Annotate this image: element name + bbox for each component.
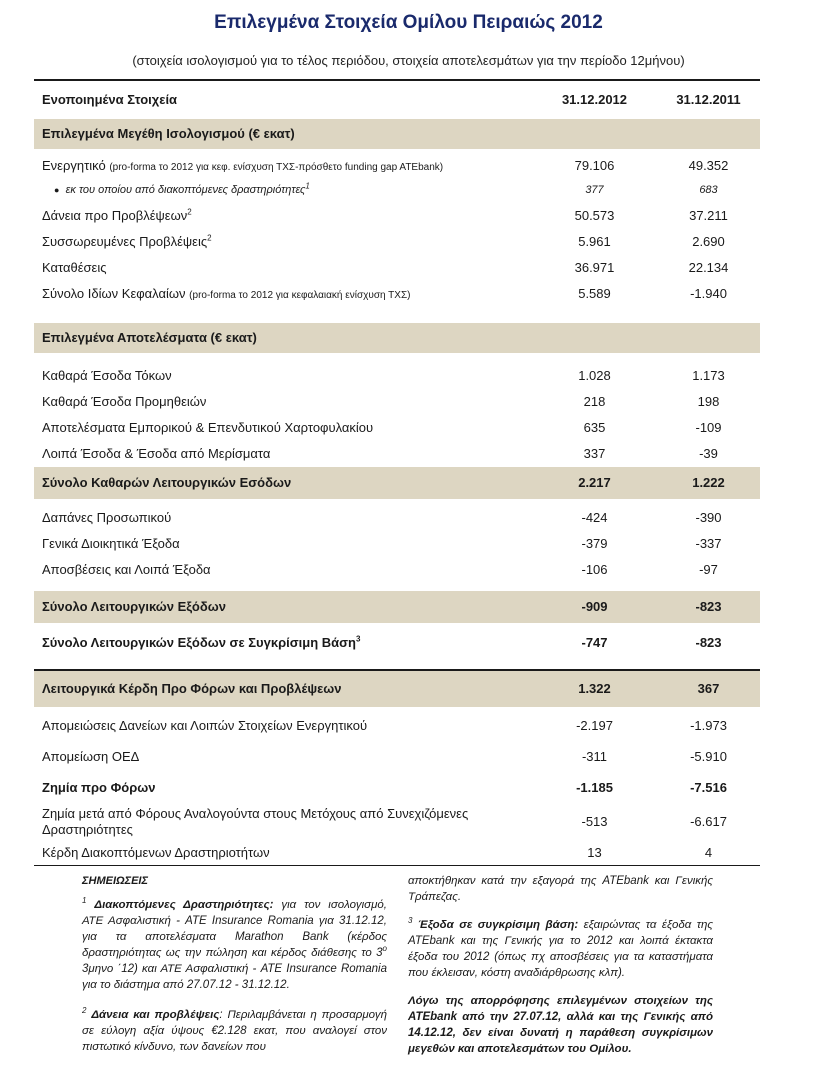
notes-right-column xyxy=(408,873,713,1057)
footnote-ref: 3 xyxy=(408,916,413,926)
row-label: Αποσβέσεις και Λοιπά Έξοδα xyxy=(42,562,211,577)
value-2011: -109 xyxy=(695,420,722,435)
total-row xyxy=(34,623,760,663)
row-label: Δάνεια προ Προβλέψεων xyxy=(42,208,188,223)
note-3-heading: Έξοδα σε συγκρίσιμη βάση: xyxy=(417,919,579,931)
section-balance xyxy=(34,119,760,149)
row-label: Γενικά Διοικητικά Έξοδα xyxy=(42,536,180,551)
value-2012: -909 xyxy=(581,599,608,614)
row-label: Σύνολο Λειτουργικών Εξόδων xyxy=(42,599,226,614)
note-3-body: εξαιρώντας τα έξοδα της ATEbank και της Γενικής για το 2012 και λοιπά έκτακτα έξοδα του 2012 (όπως πχ αποσβέσεις για τα καταστήματα που έκλεισαν, κόστη αναδιάρθρωσης κλπ). xyxy=(408,919,713,979)
row-label: Αποτελέσματα Εμπορικού & Επενδυτικού Χαρτοφυλακίου xyxy=(42,420,374,435)
value-2011: 367 xyxy=(697,681,720,696)
footnote-ref: 1 xyxy=(82,896,87,906)
value-2012: -311 xyxy=(581,749,608,764)
value-2012: 337 xyxy=(583,446,606,461)
value-2011: 1.173 xyxy=(692,368,725,383)
value-2011: -97 xyxy=(699,562,718,577)
value-2012: 79.106 xyxy=(574,158,615,173)
table-row xyxy=(34,441,760,467)
row-note: (pro-forma το 2012 για κεφαλαιακή ενίσχυση ΤΧΣ) xyxy=(189,290,411,301)
ordinal-sup: ο xyxy=(382,944,387,954)
row-label: Καθαρά Έσοδα Προμηθειών xyxy=(42,394,207,409)
table-row xyxy=(34,281,760,307)
value-2011: 1.222 xyxy=(692,475,725,490)
value-2011: -5.910 xyxy=(690,749,727,764)
page-subtitle: (στοιχεία ισολογισμού για το τέλος περιόδου, στοιχεία αποτελεσμάτων για την περίοδο 12μήνου) xyxy=(132,53,685,68)
final-note: Λόγω της απορρόφησης επιλεγμένων στοιχείων της ATEbank από την 27.07.12, αλλά και της Γενικής από 14.12.12, δεν είναι δυνατή η παράθεση συγκρίσιμων μεγεθών και αποτελεσμάτων του Ομίλου. xyxy=(408,995,713,1055)
table-row xyxy=(34,153,760,179)
note-2-continued: αποκτήθηκαν κατά την εξαγορά της ATEbank και Γενικής Τράπεζας. xyxy=(408,875,713,903)
value-2011: 683 xyxy=(699,184,718,196)
header-label: Ενοποιημένα Στοιχεία xyxy=(42,92,178,107)
row-label: Καθαρά Έσοδα Τόκων xyxy=(42,368,172,383)
row-label: Ζημία προ Φόρων xyxy=(42,780,156,795)
table-row xyxy=(34,711,760,741)
value-2012: -424 xyxy=(581,510,608,525)
row-label: Απομείωση ΟΕΔ xyxy=(42,749,140,764)
value-2011: 2.690 xyxy=(692,234,725,249)
value-2012: 635 xyxy=(583,420,606,435)
note-2 xyxy=(82,1007,387,1055)
table-row xyxy=(34,179,760,201)
value-2012: 5.961 xyxy=(578,234,611,249)
total-row xyxy=(34,467,760,499)
section-label: Επιλεγμένα Αποτελέσματα (€ εκατ) xyxy=(42,330,257,345)
value-2012: 218 xyxy=(583,394,606,409)
table-row xyxy=(34,415,760,441)
page-title: Επιλεγμένα Στοιχεία Ομίλου Πειραιώς 2012 xyxy=(214,12,603,33)
value-2011: -337 xyxy=(695,536,722,551)
note-1 xyxy=(82,897,387,993)
value-2012: 5.589 xyxy=(578,286,611,301)
value-2012: 1.322 xyxy=(578,681,611,696)
value-2011: 198 xyxy=(697,394,720,409)
table-row xyxy=(34,363,760,389)
value-2011: -39 xyxy=(699,446,718,461)
total-row xyxy=(34,671,760,707)
value-2011: -823 xyxy=(695,599,722,614)
row-label: Συσσωρευμένες Προβλέψεις xyxy=(42,234,208,249)
note-2-heading: Δάνεια και προβλέψεις xyxy=(91,1009,220,1021)
value-2012: -379 xyxy=(581,536,608,551)
value-2012: 36.971 xyxy=(574,260,615,275)
row-label: Απομειώσεις Δανείων και Λοιπών Στοιχείων Ενεργητικού xyxy=(42,718,368,733)
value-2012: 50.573 xyxy=(574,208,615,223)
row-label: Ζημία μετά από Φόρους Αναλογούντα στους Μετόχους από Συνεχιζόμενες Δραστηριότητες xyxy=(42,806,469,837)
value-2012: -747 xyxy=(581,635,608,650)
row-label: Λοιπά Έσοδα & Έσοδα από Μερίσματα xyxy=(42,446,271,461)
table-row xyxy=(34,389,760,415)
table-row xyxy=(34,741,760,773)
header-col-2011: 31.12.2011 xyxy=(676,92,741,107)
header-col-2012: 31.12.2012 xyxy=(561,92,628,107)
row-label: Κέρδη Διακοπτόμενων Δραστηριοτήτων xyxy=(42,845,270,860)
row-label: Σύνολο Λειτουργικών Εξόδων σε Συγκρίσιμη Βάση xyxy=(42,635,356,650)
footnote-ref: 1 xyxy=(305,181,310,191)
value-2012: -513 xyxy=(581,814,608,829)
value-2012: 2.217 xyxy=(578,475,611,490)
value-2011: 37.211 xyxy=(689,208,728,223)
bottom-rule xyxy=(34,865,760,866)
row-label: Σύνολο Καθαρών Λειτουργικών Εσόδων xyxy=(42,475,292,490)
value-2012: 377 xyxy=(585,184,604,196)
table-row xyxy=(34,803,760,841)
row-label: Λειτουργικά Κέρδη Προ Φόρων και Προβλέψεων xyxy=(42,681,342,696)
row-label: Δαπάνες Προσωπικού xyxy=(42,510,172,525)
footnote-ref: 3 xyxy=(355,634,361,644)
table-header xyxy=(34,81,760,119)
value-2011: -7.516 xyxy=(690,780,727,795)
value-2012: -1.185 xyxy=(576,780,613,795)
note-1-heading: Διακοπτόμενες Δραστηριότητες: xyxy=(94,899,274,911)
footnote-ref: 2 xyxy=(187,207,192,217)
table-row xyxy=(34,505,760,531)
total-row xyxy=(34,591,760,623)
value-2012: 13 xyxy=(587,845,602,860)
value-2011: -823 xyxy=(695,635,722,650)
note-1-body-b: 3μηνο ΄12) και ΑΤΕ Ασφαλιστική - ATE Insurance Romania για το διάστημα από 27.07.12 - 31.12.12. xyxy=(82,963,387,991)
row-label: Σύνολο Ιδίων Κεφαλαίων xyxy=(42,286,186,301)
table-row xyxy=(34,557,760,583)
notes-left-column xyxy=(82,873,387,1055)
row-label: εκ του οποίου από διακοπτόμενες δραστηριότητες xyxy=(65,184,306,196)
value-2011: -1.940 xyxy=(690,286,727,301)
financial-table xyxy=(34,79,760,866)
note-1-body-a: για τον ισολογισμό, ΑΤΕ Ασφαλιστική - ATE Insurance Romania για 31.12.12, για τα αποτελέσματα Marathon Bank (κέρδος δραστηριότητας ως την πώληση και κέρδος διάθεσης το 3 xyxy=(82,899,387,959)
footnote-ref: 2 xyxy=(207,233,212,243)
value-2012: 1.028 xyxy=(578,368,611,383)
table-row xyxy=(34,841,760,865)
value-2012: -106 xyxy=(581,562,608,577)
table-row xyxy=(34,531,760,557)
value-2011: -1.973 xyxy=(690,718,727,733)
footnote-ref: 2 xyxy=(82,1006,87,1016)
row-label: Καταθέσεις xyxy=(42,260,107,275)
section-results xyxy=(34,323,760,353)
row-label: Ενεργητικό xyxy=(42,158,106,173)
notes-heading: ΣΗΜΕΙΩΣΕΙΣ xyxy=(82,875,148,887)
bullet-icon: ● xyxy=(54,185,60,195)
note-2-body: : Περιλαμβάνεται η προσαρμογή σε εύλογη αξία ύψους €2.128 εκατ, που αναλογεί στον πιστωτικό κίνδυνο, των δανείων που xyxy=(82,1009,387,1053)
note-3 xyxy=(408,917,713,981)
value-2011: -6.617 xyxy=(690,814,727,829)
row-note: (pro-forma το 2012 για κεφ. ενίσχυση ΤΧΣ-πρόσθετο funding gap ATEbank) xyxy=(109,162,444,173)
value-2011: -390 xyxy=(695,510,722,525)
table-row xyxy=(34,229,760,255)
value-2011: 22.134 xyxy=(688,260,729,275)
value-2011: 4 xyxy=(704,845,713,860)
table-row xyxy=(34,203,760,229)
table-row xyxy=(34,255,760,281)
value-2012: -2.197 xyxy=(576,718,613,733)
value-2011: 49.352 xyxy=(688,158,729,173)
section-label: Επιλεγμένα Μεγέθη Ισολογισμού (€ εκατ) xyxy=(42,126,295,141)
total-row xyxy=(34,773,760,803)
